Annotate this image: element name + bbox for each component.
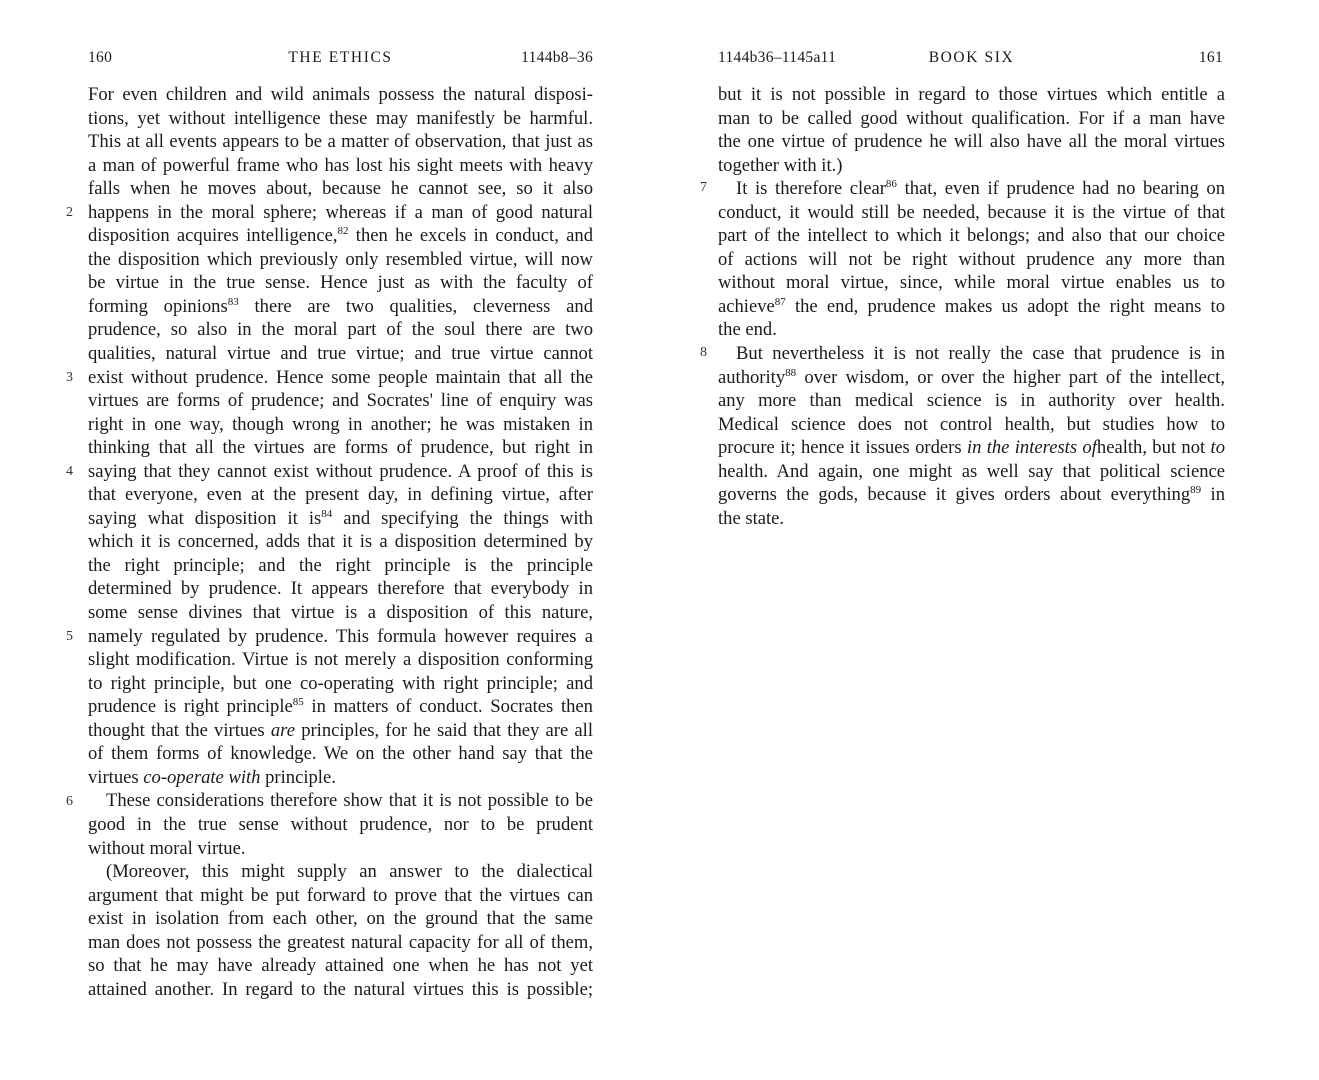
bekker-range: 1144b8–36 [521, 49, 593, 66]
text-line [718, 295, 1225, 319]
text-line: together with it.) [718, 154, 843, 176]
text-line: conduct, it would still be needed, because it is the virtue of that [718, 201, 1225, 223]
text-line: man to be called good without qualification. For if a man have [718, 107, 1225, 129]
emphasis: co-operate with [143, 766, 261, 788]
text-line: the disposition which previously only resembled virtue, will now [88, 248, 593, 270]
text-line: part of the intellect to which it belongs; and also that our choice [718, 225, 1225, 247]
paragraph [718, 342, 1225, 530]
text-line: For even children and wild animals possess the natural disposi- [88, 84, 593, 105]
right-body-text [718, 83, 1225, 530]
text-fragment: principles, for he said that they are all [294, 719, 593, 741]
text-fragment: then he excels in conduct, and [348, 225, 593, 247]
text-fragment: achieve [718, 295, 775, 317]
text-line: right in one way, though wrong in another; he was mistaken in [88, 413, 593, 435]
emphasis: in the interests of [966, 437, 1097, 459]
text-line [88, 507, 593, 531]
footnote-marker: 87 [774, 295, 786, 308]
text-fragment: forming opinions [88, 295, 228, 317]
text-line: a man of powerful frame who has lost his sight meets with heavy [88, 154, 593, 176]
text-line [718, 483, 1225, 507]
text-line: any more than medical science is in authority over health. [718, 390, 1225, 412]
text-fragment: over wisdom, or over the higher part of the intellect, [796, 366, 1225, 388]
section-number: 6 [66, 794, 73, 809]
text-fragment: thought that the virtues [88, 719, 265, 741]
text-line [88, 224, 593, 248]
text-line: which it is concerned, adds that it is a disposition determined by [88, 531, 593, 553]
right-page [660, 0, 1319, 1080]
text-line [88, 766, 593, 790]
text-line: health. And again, one might as well say that political science [718, 460, 1225, 482]
text-line: without moral virtue. [88, 837, 246, 859]
text-fragment: authority [718, 366, 786, 388]
text-fragment: virtues [88, 766, 139, 788]
text-line [718, 177, 1225, 201]
section-number: 5 [66, 629, 73, 644]
text-line: prudence, so also in the moral part of the soul there are two [88, 319, 593, 341]
left-body-text [88, 83, 593, 1001]
text-line: This at all events appears to be a matter of observation, that just as [88, 131, 593, 153]
section-number: 8 [700, 345, 707, 360]
text-line: falls when he moves about, because he cannot see, so it also [88, 178, 593, 200]
text-line: exist without prudence. Hence some people maintain that all the [88, 366, 593, 388]
text-fragment: It is therefore clear [736, 178, 886, 200]
text-line: but it is not possible in regard to those virtues which entitle a [718, 84, 1225, 105]
text-line [88, 695, 593, 719]
text-fragment: the end, prudence makes us adopt the right means to [785, 295, 1225, 317]
page-number: 160 [88, 49, 113, 66]
text-line: the one virtue of prudence he will also have all the moral virtues [718, 131, 1225, 153]
text-fragment: governs the gods, because it gives orders about everything [718, 484, 1191, 506]
text-line: attained another. In regard to the natural virtues this is possible; [88, 978, 593, 1000]
text-line: These considerations therefore show that it is not possible to be [106, 790, 593, 812]
text-fragment: disposition acquires intelligence, [88, 225, 338, 247]
page-number: 161 [1198, 49, 1223, 66]
text-fragment: health, but not [1096, 437, 1206, 459]
text-line: of actions will not be right without prudence any more than [718, 248, 1225, 270]
text-fragment: there are two qualities, cleverness and [238, 295, 593, 317]
section-number: 4 [66, 464, 73, 479]
footnote-marker: 86 [885, 178, 897, 191]
footnote-marker: 88 [785, 366, 797, 379]
paragraph [88, 860, 593, 1001]
running-title: THE ETHICS [288, 49, 393, 66]
text-line: (Moreover, this might supply an answer to the dialectical [106, 861, 593, 883]
text-line: without moral virtue, since, while moral virtue enables us to [718, 272, 1225, 294]
text-line: thinking that all the virtues are forms of prudence, but right in [88, 437, 593, 459]
text-line: to right principle, but one co-operating with right principle; and [88, 672, 593, 694]
text-line: the state. [718, 507, 785, 529]
text-line: virtues are forms of prudence; and Socrates' line of enquiry was [88, 390, 593, 412]
text-fragment: that, even if prudence had no bearing on [896, 178, 1225, 200]
text-fragment: procure it; hence it issues orders [718, 437, 962, 459]
section-number: 7 [700, 180, 707, 195]
footnote-marker: 89 [1190, 484, 1202, 497]
text-line: namely regulated by prudence. This formula however requires a [88, 625, 593, 647]
paragraph [88, 789, 593, 860]
text-line: man does not possess the greatest natural capacity for all of them, [88, 931, 593, 953]
text-line: qualities, natural virtue and true virtue; and true virtue cannot [88, 343, 593, 365]
footnote-marker: 82 [337, 225, 349, 238]
paragraph [88, 83, 593, 789]
text-line [88, 295, 593, 319]
text-line: happens in the moral sphere; whereas if a man of good natural [88, 201, 593, 223]
text-line: But nevertheless it is not really the case that prudence is in [736, 343, 1225, 365]
emphasis: to [1210, 437, 1225, 459]
text-line: of them forms of knowledge. We on the other hand say that the [88, 743, 593, 765]
text-line: tions, yet without intelligence these may manifestly be harmful. [88, 107, 593, 129]
section-number: 2 [66, 205, 73, 220]
text-line [88, 719, 593, 743]
text-line: the right principle; and the right principle is the principle [88, 554, 593, 576]
text-line: some sense divines that virtue is a disposition of this nature, [88, 602, 593, 624]
text-line: determined by prudence. It appears therefore that everybody in [88, 578, 593, 600]
text-fragment: in matters of conduct. Socrates then [303, 696, 593, 718]
text-line: so that he may have already attained one when he has not yet [88, 955, 593, 977]
footnote-marker: 83 [227, 295, 239, 308]
paragraph [718, 83, 1225, 177]
text-line: saying that they cannot exist without prudence. A proof of this is [88, 460, 593, 482]
running-title: BOOK SIX [928, 49, 1015, 66]
footnote-marker: 84 [321, 507, 333, 520]
text-fragment: saying what disposition it is [88, 507, 322, 529]
text-line: the end. [718, 319, 777, 341]
text-fragment: in [1201, 484, 1225, 506]
text-line: exist in isolation from each other, on the ground that the same [88, 908, 593, 930]
text-line: be virtue in the true sense. Hence just as with the faculty of [88, 272, 593, 294]
section-number: 3 [66, 370, 73, 385]
text-line: slight modification. Virtue is not merely a disposition conforming [88, 649, 593, 671]
paragraph [718, 177, 1225, 342]
footnote-marker: 85 [292, 696, 304, 709]
text-line: that everyone, even at the present day, in defining virtue, after [88, 484, 593, 506]
text-line [718, 436, 1225, 460]
bekker-range: 1144b36–1145a11 [718, 49, 837, 66]
emphasis: are [270, 719, 295, 741]
text-line: Medical science does not control health, but studies how to [718, 413, 1225, 435]
text-fragment: principle. [260, 766, 336, 788]
text-line [718, 366, 1225, 390]
text-fragment: prudence is right principle [88, 696, 293, 718]
text-line: good in the true sense without prudence, nor to be prudent [88, 813, 593, 835]
text-line: argument that might be put forward to prove that the virtues can [88, 884, 593, 906]
text-fragment: and specifying the things with [332, 507, 593, 529]
